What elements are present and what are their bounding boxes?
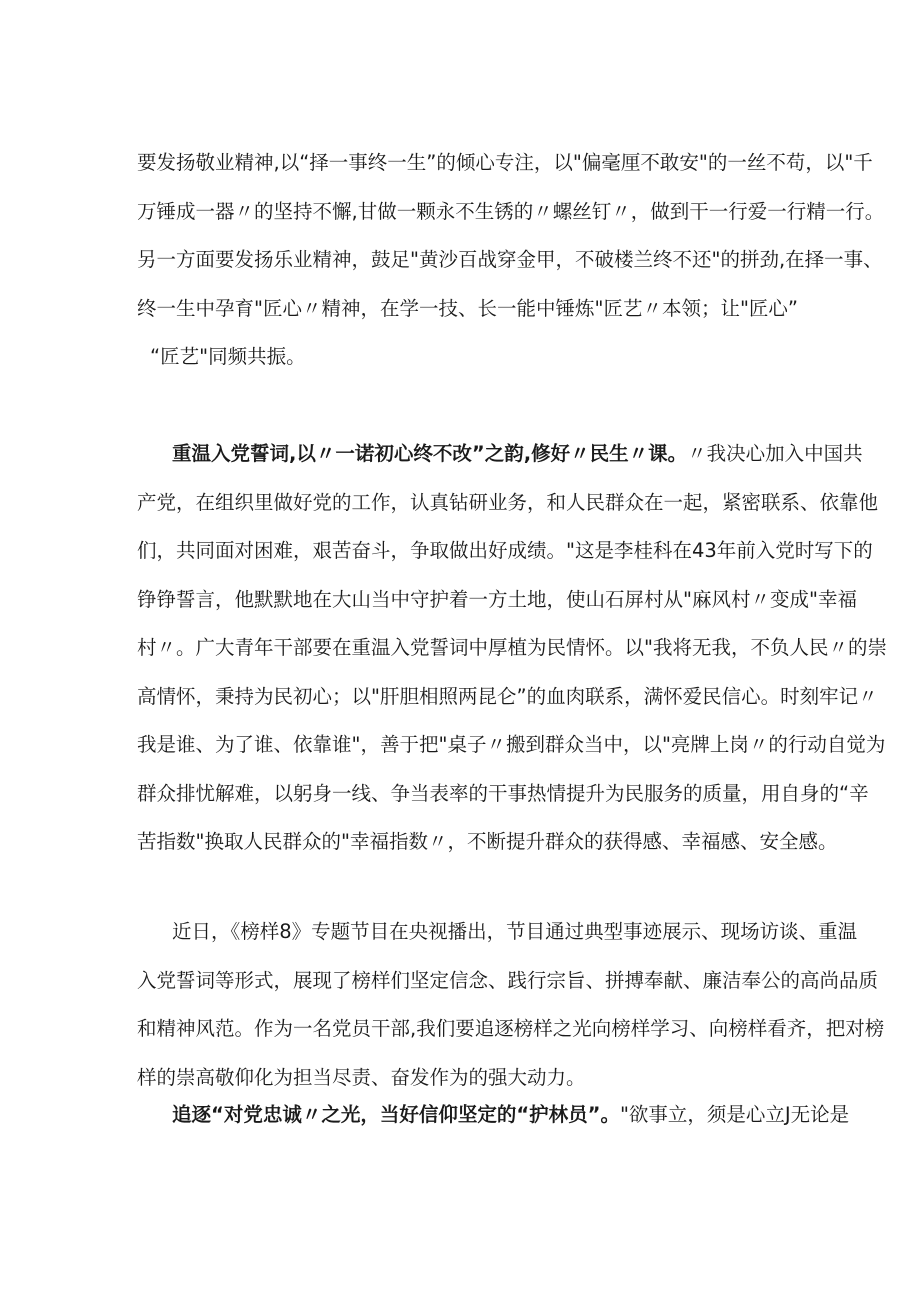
text-line <box>172 1102 850 1128</box>
text-run: "欲事立，须是心立J无论是 <box>619 1103 850 1126</box>
paragraph-heading: 追逐“对党忠诚〃之光，当好信仰坚定的“护林员”。 <box>172 1103 620 1126</box>
text-line: 入党誓词等形式，展现了榜样们坚定信念、践行宗旨、拼搏奉献、廉洁奉公的高尚品质 <box>137 969 879 992</box>
text-run: 〃我决心加入中国共 <box>687 442 863 465</box>
text-line: 村〃。广大青年干部要在重温入党誓词中厚植为民情怀。以"我将无我，不负人民〃的崇 <box>137 636 887 659</box>
text-line: 我是谁、为了谁、依靠谁"，善于把"桌子〃搬到群众当中，以"亮牌上岗〃的行动自觉为 <box>137 733 886 756</box>
text-line <box>172 441 863 467</box>
text-line: 群众排忧解难，以躬身一线、争当表率的干事热情提升为民服务的质量，用自身的“辛 <box>137 782 869 805</box>
text-line: 高情怀，秉持为民初心；以"肝胆相照两昆仑”的血肉联系，满怀爱民信心。时刻牢记〃 <box>137 685 878 708</box>
text-line: 终一生中孕育"匠心〃精神，在学一技、长一能中锤炼"匠艺〃本领；让"匠心” <box>137 297 799 320</box>
text-line: 万锤成一器〃的坚持不懈,甘做一颗永不生锈的〃螺丝钉〃，做到干一行爱一行精一行。 <box>137 200 885 223</box>
text-line: 苦指数"换取人民群众的"幸福指数〃，不断提升群众的获得感、幸福感、安全感。 <box>137 830 838 853</box>
text-line: 近日，《榜样8》专题节目在央视播出，节目通过典型事迹展示、现场访谈、重温 <box>172 920 858 943</box>
paragraph-heading: 重温入党誓词,以〃一诺初心终不改”之韵,修好〃民生〃课。 <box>172 442 688 465</box>
text-line: “匠艺"同频共振。 <box>150 345 306 368</box>
text-line: 要发扬敬业精神,以“择一事终一生”的倾心专注，以"偏毫厘不敢安"的一丝不苟，以"千 <box>137 151 873 174</box>
text-line: 产党，在组织里做好党的工作，认真钻研业务，和人民群众在一起，紧密联系、依靠他 <box>137 491 879 514</box>
text-line: 样的崇高敬仰化为担当尽责、奋发作为的强大动力。 <box>137 1066 586 1089</box>
text-line: 另一方面要发扬乐业精神，鼓足"黄沙百战穿金甲，不破楼兰终不还"的拼劲,在择一事、 <box>137 248 883 271</box>
text-line: 铮铮誓言，他默默地在大山当中守护着一方土地，使山石屏村从"麻风村〃变成"幸福 <box>137 588 857 611</box>
text-line: 们，共同面对困难，艰苦奋斗，争取做出好成绩。"这是李桂科在43年前入党时写下的 <box>137 539 873 562</box>
text-line: 和精神风范。作为一名党员干部,我们要追逐榜样之光向榜样学习、向榜样看齐，把对榜 <box>137 1017 885 1040</box>
